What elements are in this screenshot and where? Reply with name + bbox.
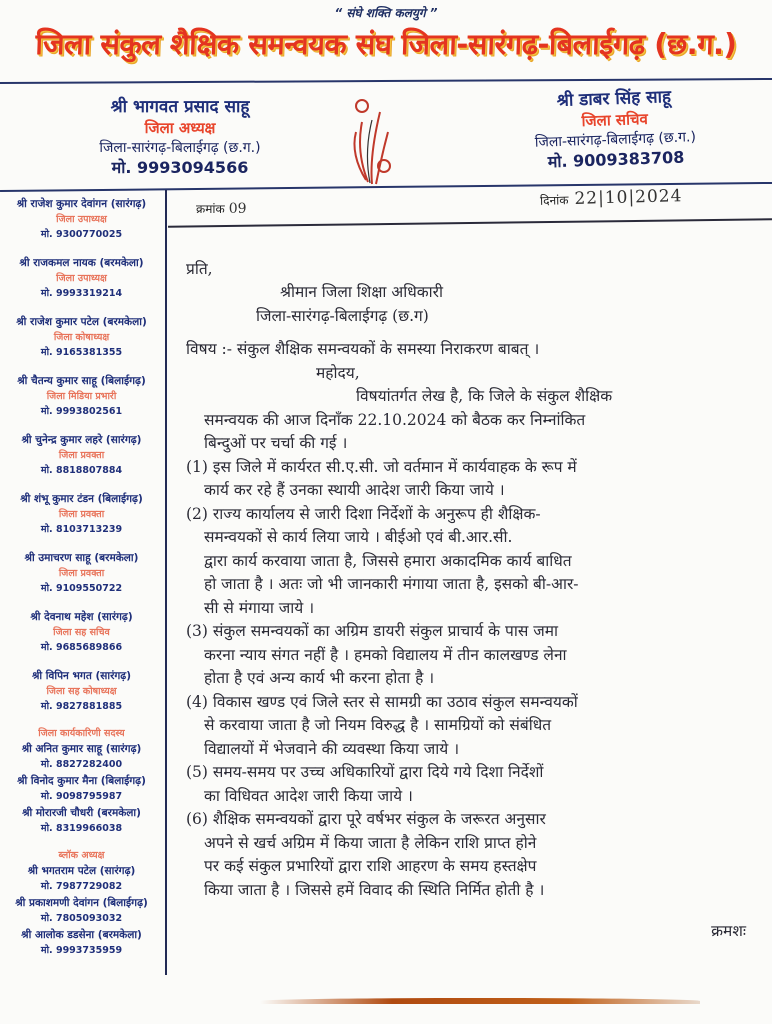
member-entry: [0, 668, 163, 715]
member-name: श्री उमाचरण साहू (बरमकेला): [24, 552, 139, 564]
date-label: दिनांक: [539, 193, 569, 208]
point-line: समन्वयकों से कार्य लिया जाये । बीईओ एवं बी.आर.सी.: [204, 528, 513, 546]
executive-member-entry: [0, 741, 163, 773]
member-phone: मो. 8818807884: [40, 465, 123, 476]
intro-line-2: समन्वयक की आज दिनाँक 22.10.2024 को बैठक कर निम्नांकित: [204, 410, 586, 429]
secretary-block: [499, 84, 732, 174]
member-phone: मो. 9685689866: [40, 642, 123, 653]
member-phone: मो. 7805093032: [40, 913, 123, 924]
executive-members-heading: जिला कार्यकारिणी सदस्य: [38, 728, 125, 739]
member-entry: [0, 196, 163, 243]
block-president-entry: [0, 863, 163, 895]
point-line: द्वारा कार्य करवाया जाता है, जिससे हमारा अकादमिक कार्य बाधित: [204, 551, 572, 570]
point-line: (3) संकुल समन्वयकों का अग्रिम डायरी संकुल प्राचार्य के पास जमा: [186, 622, 559, 640]
member-name: श्री चैतन्य कुमार साहू (बिलाईगढ़): [17, 375, 146, 387]
point-line: (1) इस जिले में कार्यरत सी.ए.सी. जो वर्तमान में कार्यवाहक के रूप में: [186, 457, 577, 476]
point-line: पर कई संकुल प्रभारियों द्वारा राशि आहरण के समय हस्तक्षेप: [204, 857, 537, 875]
point-3: [186, 620, 756, 691]
member-phone: मो. 9300770025: [40, 229, 123, 240]
point-line: विद्यालयों में भेजवाने की व्यवस्था किया जाये ।: [204, 739, 460, 758]
to-label: प्रति,: [186, 260, 213, 278]
member-phone: मो. 9993735959: [40, 945, 123, 956]
member-name: श्री राजकमल नायक (बरमकेला): [19, 257, 144, 269]
intro-line-1: विषयांतर्गत लेख है, कि जिले के संकुल शैक्षिक: [356, 387, 613, 405]
member-name: श्री भगतराम पटेल (सारंगढ़): [27, 865, 136, 877]
member-name: श्री चुनेन्द्र कुमार लहरे (सारंगढ़): [21, 434, 142, 446]
member-name: श्री राजेश कुमार देवांगन (सारंगढ़): [16, 198, 147, 210]
point-line: करना न्याय संगत नहीं है । हमको विद्यालय में तीन कालखण्ड लेना: [204, 645, 567, 664]
secretary-address: जिला-सारंगढ़-बिलाईगढ़ (छ.ग.): [534, 129, 697, 151]
point-line: कार्य कर रहे हैं उनका स्थायी आदेश जारी किया जाये ।: [204, 481, 505, 499]
point-1: [186, 456, 756, 503]
continued-note: क्रमशः: [711, 922, 746, 940]
member-name: श्री अनित कुमार साहू (सारंगढ़): [21, 743, 142, 755]
member-role: जिला उपाध्यक्ष: [56, 273, 107, 284]
salutation: महोदय,: [316, 363, 360, 382]
member-role: जिला सह सचिव: [53, 627, 110, 638]
point-line: (2) राज्य कार्यालय से जारी दिशा निर्देशों के अनुरूप ही शैक्षिक-: [186, 504, 541, 523]
president-name: श्री भागवत प्रसाद साहू: [110, 97, 250, 117]
member-role: जिला प्रवक्ता: [58, 450, 105, 461]
flower-top: [356, 100, 368, 112]
secretary-phone: मो. 9009383708: [547, 147, 685, 172]
member-name: श्री देवनाथ महेश (सारंगढ़): [30, 611, 133, 623]
block-president-entry: [0, 895, 163, 927]
block-presidents-heading: ब्लॉक अध्यक्ष: [58, 850, 105, 861]
flower-emblem-icon: [340, 92, 410, 188]
member-phone: मो. 8103713239: [40, 524, 123, 535]
point-line: (5) समय-समय पर उच्च अधिकारियों द्वारा दिये गये दिशा निर्देशों: [186, 763, 544, 781]
member-phone: मो. 9098795987: [40, 791, 123, 802]
member-role: जिला प्रवक्ता: [58, 568, 105, 579]
reference-value: 09: [228, 201, 247, 217]
member-name: श्री आलोक डडसेना (बरमकेला): [21, 929, 142, 941]
member-role: जिला सह कोषाध्यक्ष: [46, 686, 117, 697]
member-name: श्री प्रकाशमणी देवांगन (बिलाईगढ़): [15, 897, 148, 909]
member-phone: मो. 9993319214: [40, 288, 123, 299]
president-phone: मो. 9993094566: [111, 158, 249, 177]
member-role: जिला उपाध्यक्ष: [56, 214, 107, 225]
member-phone: मो. 9165381355: [40, 347, 123, 358]
point-line: से करवाया जाता है जो नियम विरुद्ध है । सामग्रियों को संबंधित: [204, 716, 552, 734]
executive-member-entry: [0, 805, 163, 837]
president-role: जिला अध्यक्ष: [144, 119, 216, 137]
reference-number: [196, 200, 247, 217]
addressee-line-2: जिला-सारंगढ़-बिलाईगढ़ (छ.ग): [256, 306, 429, 325]
block-president-entry: [0, 927, 163, 959]
point-5: [186, 761, 756, 808]
reference-label: क्रमांक: [196, 202, 225, 216]
member-phone: मो. 9993802561: [40, 406, 123, 417]
point-line: हो जाता है । अतः जो भी जानकारी मंगाया जाता है, इसको बी-आर-: [204, 575, 579, 593]
point-line: सी से मंगाया जाये ।: [204, 598, 315, 617]
point-line: (6) शैक्षिक समन्वयकों द्वारा पूरे वर्षभर संकुल के जरूरत अनुसार: [186, 810, 546, 828]
member-entry: [0, 255, 163, 302]
member-phone: मो. 9109550722: [40, 583, 123, 594]
addressee-line-1: श्रीमान जिला शिक्षा अधिकारी: [280, 283, 444, 301]
date-value: 22|10|2024: [574, 186, 683, 209]
point-6: [186, 808, 756, 902]
point-line: होता है एवं अन्य कार्य भी करना होता है ।: [204, 669, 435, 687]
point-line: अपने से खर्च अग्रिम में किया जाता है लेकिन राशि प्राप्त होने: [204, 833, 537, 852]
secretary-name: श्री डाबर सिंह साहू: [556, 87, 672, 112]
member-name: श्री शंभू कुमार टंडन (बिलाईगढ़): [20, 493, 143, 505]
letter-date: [540, 186, 683, 210]
office-bearers-sidebar: [0, 196, 163, 996]
motto: “ संघे शक्ति कलयुगे ”: [334, 6, 438, 20]
point-line: किया जाता है । जिससे हमें विवाद की स्थिति निर्मित होती है ।: [204, 880, 545, 899]
member-role: जिला प्रवक्ता: [58, 509, 105, 520]
intro-line-3: बिन्दुओं पर चर्चा की गई ।: [204, 434, 348, 452]
member-entry: [0, 373, 163, 420]
member-phone: मो. 9827881885: [40, 701, 123, 712]
executive-member-entry: [0, 773, 163, 805]
member-name: श्री विनोद कुमार मैना (बिलाईगढ़): [17, 775, 146, 787]
letter-body: [186, 230, 756, 944]
president-block: [20, 96, 340, 178]
subject-line: विषय :- संकुल शैक्षिक समन्वयकों के समस्या निराकरण बाबत् ।: [186, 340, 540, 358]
addressee-block: [186, 258, 756, 328]
member-entry: [0, 314, 163, 361]
member-entry: [0, 609, 163, 656]
member-name: श्री मोरारजी चौधरी (बरमकेला): [22, 807, 141, 819]
member-phone: मो. 7987729082: [40, 881, 123, 892]
point-4: [186, 691, 756, 762]
reference-divider: [168, 218, 772, 227]
member-role: जिला मिडिया प्रभारी: [46, 391, 117, 402]
point-line: का विधिवत आदेश जारी किया जाये ।: [204, 786, 413, 805]
member-phone: मो. 8827282400: [40, 759, 123, 770]
organization-title: जिला संकुल शैक्षिक समन्वयक संघ जिला-सारंगढ़-बिलाईगढ़ (छ.ग.): [34, 27, 738, 61]
member-entry: [0, 491, 163, 538]
sidebar-divider: [165, 190, 167, 975]
member-name: श्री विपिन भगत (सारंगढ़): [32, 670, 131, 682]
header-divider-top: [0, 78, 772, 84]
member-entry: [0, 432, 163, 479]
president-address: जिला-सारंगढ़-बिलाईगढ़ (छ.ग.): [99, 140, 261, 156]
footer-decorative-stroke: [260, 998, 700, 1004]
member-phone: मो. 8319966038: [40, 823, 123, 834]
member-role: जिला कोषाध्यक्ष: [53, 332, 110, 343]
point-line: (4) विकास खण्ड एवं जिले स्तर से सामग्री का उठाव संकुल समन्वयकों: [186, 692, 578, 711]
point-2: [186, 503, 756, 621]
secretary-role: जिला सचिव: [581, 109, 649, 131]
member-name: श्री राजेश कुमार पटेल (बरमकेला): [16, 316, 147, 328]
member-entry: [0, 550, 163, 597]
